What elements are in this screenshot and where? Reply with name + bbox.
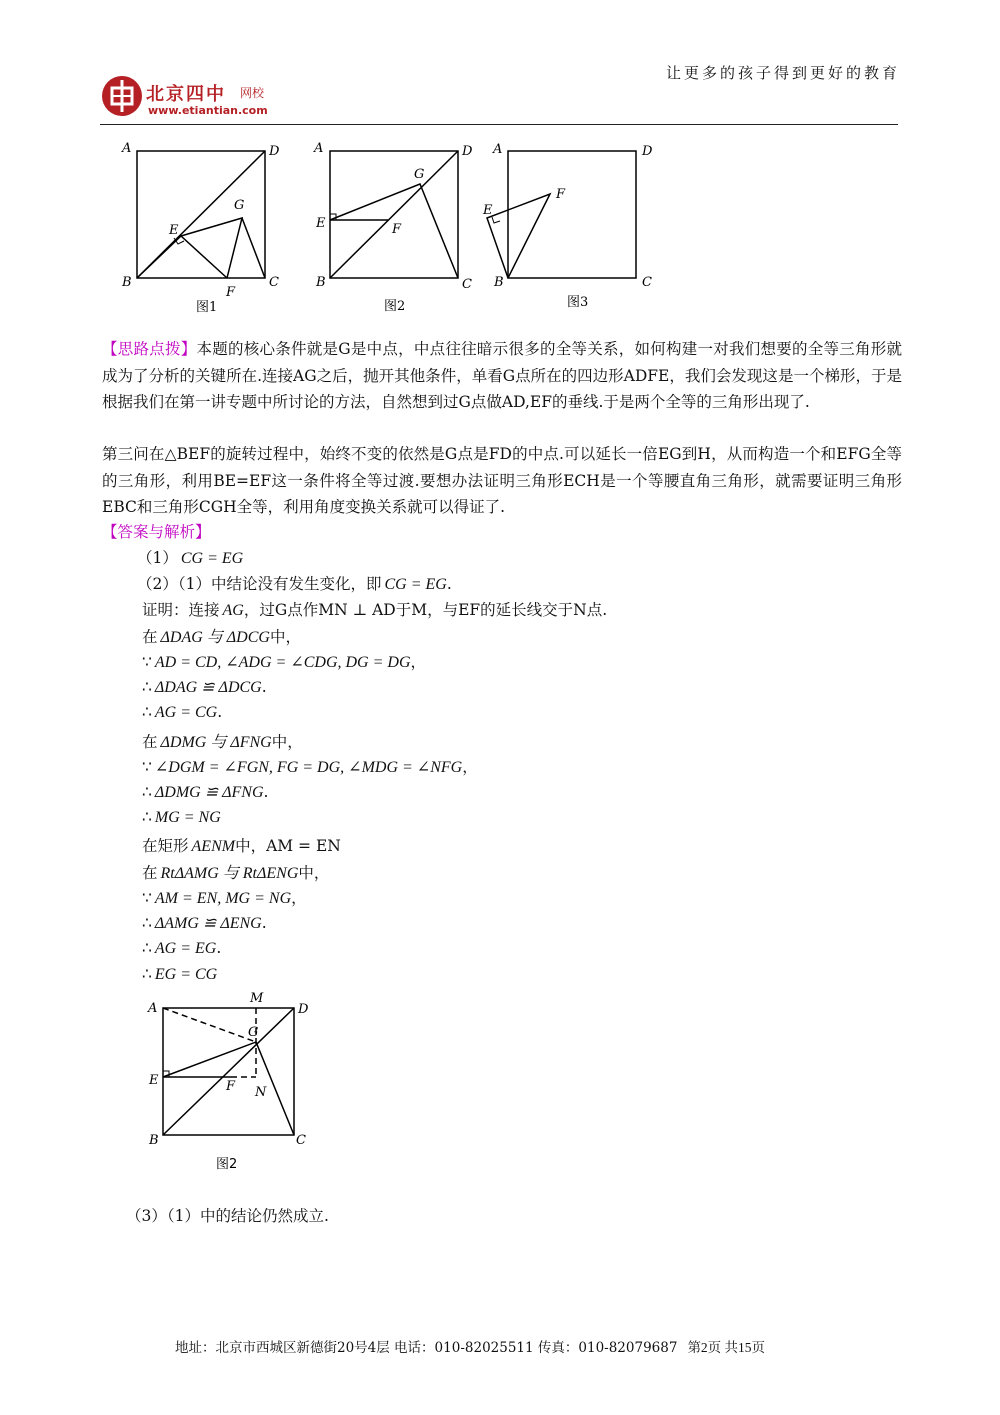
answer-line-prefix: （1） [137,549,178,567]
figb-label-n: N [255,1085,267,1100]
figb-label-m: M [250,991,264,1006]
answer-line [137,572,452,594]
answer-line-suffix: ， [462,758,478,776]
answer-line-prefix: ∴ [142,678,152,696]
answer-line-math: ΔDAG 与 ΔDCG [160,629,270,646]
logo-name: 北京四中 [146,84,226,105]
answer-line-prefix: 在 [142,864,158,882]
answer-line [142,965,217,984]
answer-line-prefix: 在 [142,628,158,646]
answer-line [142,808,221,827]
answer-line [142,650,426,672]
answer-line-math: AG = CG [154,704,218,721]
logo-sub: 网校 [240,86,265,100]
answer-line-suffix: . [216,939,222,957]
answer-line [142,834,341,856]
answer-line-prefix: ∴ [142,783,152,801]
answer-line-math: AG [222,602,244,619]
answer-line-prefix: ∴ [142,703,152,721]
answer-line-math: CG = EG [384,576,447,593]
answer-line-prefix: ∵ [142,889,152,907]
answer-line-suffix: 中，AM = EN [235,837,341,855]
fig3-label-e: E [483,203,493,218]
answer-line-math: ΔDMG 与 ΔFNG [160,734,272,751]
answer-tag: 【答案与解析】 [102,523,211,541]
answer-line [142,677,267,697]
fig3-label-a: A [493,142,503,157]
figb-label-c: C [296,1133,306,1148]
fig2-label-g: G [414,167,425,182]
answer-line-math: CG = EG [180,550,244,567]
answer-line-math: ΔDAG ≌ ΔDCG [154,679,262,696]
answer-line-prefix: ∵ [142,758,152,776]
answer-line-math: RtΔAMG 与 RtΔENG [160,865,299,882]
answer-line-math: ΔDMG ≌ ΔFNG [154,784,264,801]
fig2-label-d: D [462,144,473,159]
answer-line-suffix: . [263,783,269,801]
answer-line-prefix: ∴ [142,965,152,983]
hint-tag: 【思路点拨】 [102,340,197,358]
logo-url: www.etiantian.com [148,104,268,117]
answer-part3: （3）（1）中的结论仍然成立. [126,1207,329,1225]
fig1-label-d: D [269,144,280,159]
fig2-label-a: A [314,141,324,156]
answer-line-prefix: 在矩形 [142,837,189,855]
answer-line [142,782,268,802]
answer-line-prefix: ∴ [142,808,152,826]
answer-line [142,598,607,620]
header-divider [100,124,898,125]
fig2-label-e: E [316,216,326,231]
answer-line [142,913,267,933]
answer-line [142,624,301,647]
figb-label-b: B [149,1133,159,1148]
answer-line-math: AD = CD, ∠ADG = ∠CDG, DG = DG [154,654,411,671]
fig2-caption: 图2 [384,299,406,314]
fig3-label-c: C [642,275,652,290]
fig1-label-a: A [122,141,132,156]
fig1-label-e: E [169,223,179,238]
answer-line-prefix: ∵ [142,653,152,671]
answer-line [142,729,303,752]
answer-line-math: AM = EN, MG = NG [154,890,292,907]
figb-label-e: E [149,1073,159,1088]
answer-line [142,755,478,777]
answer-line-suffix: 中， [298,864,330,882]
fig1-label-c: C [269,275,279,290]
fig1-label-b: B [122,275,132,290]
figb-label-g: G [248,1025,259,1040]
answer-line [137,546,243,568]
fig1-caption: 图1 [196,300,218,315]
fig3-label-d: D [642,144,653,159]
fig3-label-f: F [556,187,566,202]
hint-paragraph-1 [102,336,902,416]
answer-line-math: AENM [191,838,236,855]
answer-line-prefix: ∴ [142,939,152,957]
answer-line-suffix: ，过G点作MN ⊥ AD于M，与EF的延长线交于N点. [243,601,608,619]
header-slogan: 让更多的孩子得到更好的教育 [665,64,900,82]
hint-paragraph-2: 第三问在△BEF的旋转过程中，始终不变的依然是G点是FD的中点.可以延长一倍EG到H，从而构造一个和EFG全等的三角形，利用BE=EF这一条件将全等过渡.要想办法证明三角形ECH是一个等腰直角三角形，就需要证明三角形EBC和三角形CGH全等，利用角度变换关系就可以得证了. [102,445,902,516]
answer-line [142,886,307,908]
fig1-label-f: F [226,285,236,300]
answer-line-math: ∠DGM = ∠FGN, FG = DG, ∠MDG = ∠NFG [154,759,463,776]
answer-line-suffix: 中， [271,733,303,751]
fig3-caption: 图3 [567,295,589,310]
figb-label-a: A [148,1001,158,1016]
answer-line [142,939,221,958]
footer-address: 地址：北京市西城区新德街20号4层 电话：010-82025511 传真：010-82079687 [175,1340,678,1356]
fig2-label-c: C [462,277,472,292]
figb-label-d: D [298,1002,309,1017]
footer [175,1336,765,1356]
answer-line-math: MG = NG [154,809,221,826]
fig1-label-g: G [234,198,245,213]
answer-line-suffix: . [261,914,267,932]
answer-line-prefix: 在 [142,733,158,751]
answer-line-math: ΔAMG ≌ ΔENG [154,915,262,932]
answer-line-suffix: ， [410,653,427,671]
hint-text-1: 本题的核心条件就是G是中点，中点往往暗示很多的全等关系，如何构建一对我们想要的全等三角形就成为了分析的关键所在.连接AG之后，抛开其他条件，单看G点所在的四边形ADFE，我们会发现这是一个梯形，于是根据我们在第一讲专题中所讨论的方法，自然想到过G点做AD,EF的垂线.于是两个全等的三角形出现了. [102,340,902,411]
answer-line-suffix: 中， [269,628,301,646]
figures-top [110,138,670,323]
fig3-label-b: B [494,275,504,290]
answer-line-prefix: ∴ [142,914,152,932]
answer-line [142,703,222,722]
answer-line-math: EG = CG [154,966,218,983]
fig2-label-b: B [316,275,326,290]
fig2-label-f: F [392,222,402,237]
answer-line-math: AG = EG [154,940,217,957]
answer-line-prefix: （2）（1）中结论没有发生变化，即 [137,575,382,593]
figb-caption: 图2 [216,1157,238,1172]
footer-page: 第2页 共15页 [687,1340,766,1355]
answer-line-suffix: ， [291,889,307,907]
answer-line-suffix: . [217,703,223,721]
answer-line-suffix: . [261,678,267,696]
answer-line [142,860,329,883]
figb-label-f: F [226,1079,236,1094]
answer-line-suffix: . [446,575,452,593]
figure-bottom [140,988,320,1178]
answer-line-prefix: 证明：连接 [142,601,220,619]
